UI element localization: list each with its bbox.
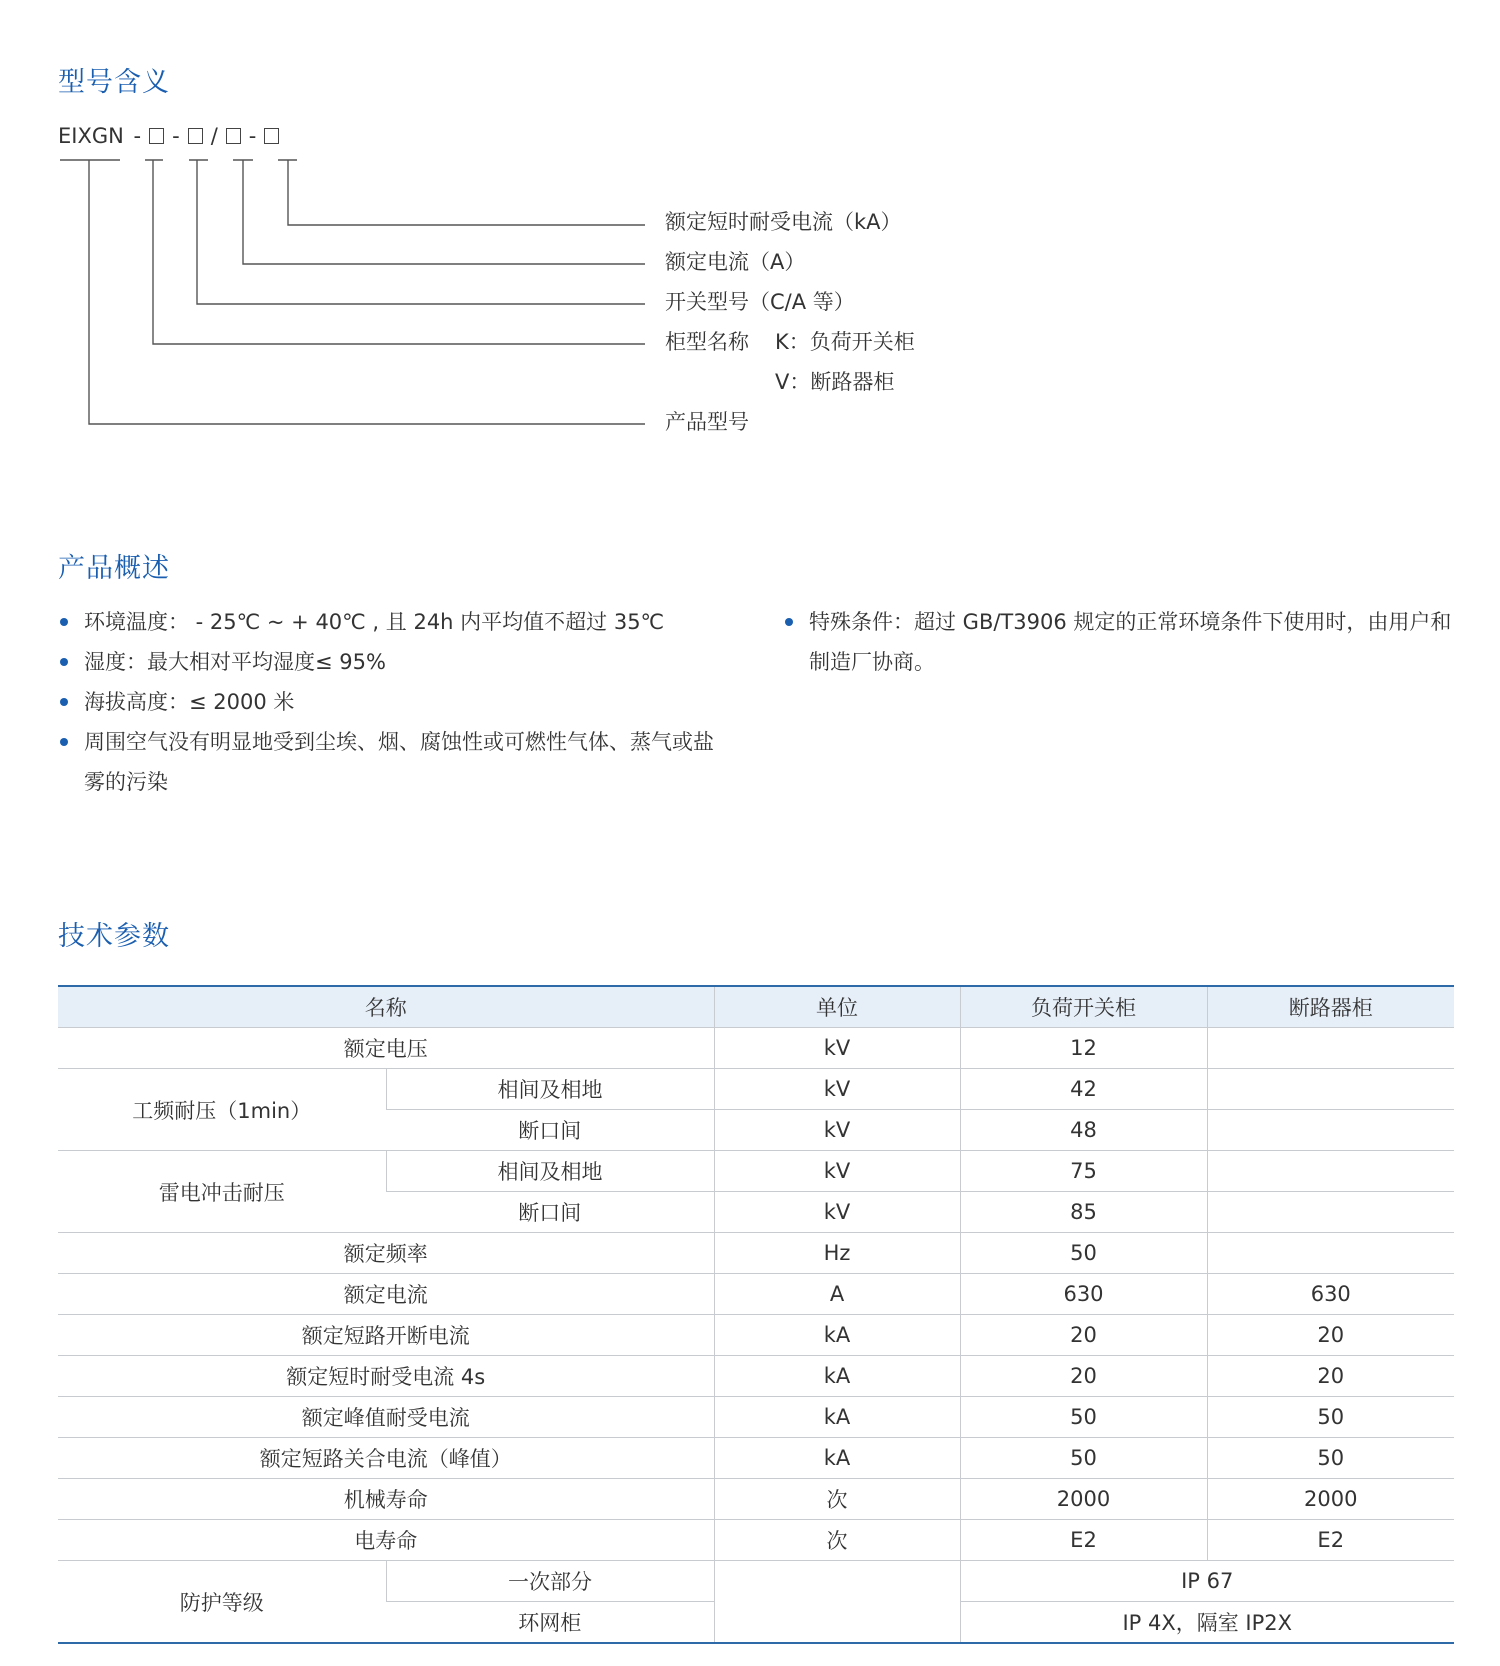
list-item	[58, 682, 728, 722]
model-code-separator: -	[248, 124, 257, 148]
leader-product-model	[89, 160, 645, 424]
table-cell: Hz	[714, 1233, 960, 1274]
table-row	[58, 1438, 1454, 1479]
bullet-icon	[785, 618, 793, 626]
table-cell: 额定电流	[58, 1274, 714, 1315]
header-unit: 单位	[714, 986, 960, 1028]
table-cell: kA	[714, 1438, 960, 1479]
label-short-time-current: 额定短时耐受电流（kA）	[665, 210, 902, 234]
list-item	[58, 642, 728, 682]
label-cabinet-type-text: 柜型名称	[665, 330, 749, 354]
list-item-text: 特殊条件：超过 GB/T3906 规定的正常环境条件下使用时，由用户和制造厂协商。	[809, 610, 1452, 674]
table-row	[58, 1356, 1454, 1397]
bullet-icon	[60, 698, 68, 706]
model-code-separator: /	[210, 124, 218, 148]
table-cell: kV	[714, 1110, 960, 1151]
table-cell: 50	[960, 1397, 1207, 1438]
list-item	[58, 722, 728, 802]
table-cell: 20	[960, 1315, 1207, 1356]
table-cell: 防护等级	[58, 1561, 386, 1644]
table-cell: 50	[1207, 1397, 1454, 1438]
table-row	[58, 1151, 1454, 1192]
table-cell	[1207, 1233, 1454, 1274]
table-cell: 50	[1207, 1438, 1454, 1479]
table-cell: 次	[714, 1479, 960, 1520]
model-code-separator: -	[172, 124, 180, 148]
label-switch-model: 开关型号（C/A 等）	[665, 290, 855, 314]
table-cell: 50	[960, 1438, 1207, 1479]
header-name: 名称	[58, 986, 714, 1028]
table-row	[58, 1069, 1454, 1110]
table-cell: E2	[1207, 1520, 1454, 1561]
table-row	[58, 1561, 1454, 1602]
table-cell: 630	[960, 1274, 1207, 1315]
label-cabinet-k: K：负荷开关柜	[775, 330, 915, 354]
table-cell: kA	[714, 1315, 960, 1356]
leader-rated-current	[243, 160, 645, 264]
list-item	[783, 602, 1455, 682]
section-title-model-meaning: 型号含义	[58, 67, 170, 98]
overview-list-left	[58, 602, 728, 802]
table-cell: 额定电压	[58, 1028, 714, 1069]
table-cell: A	[714, 1274, 960, 1315]
table-cell: kV	[714, 1151, 960, 1192]
table-cell: 相间及相地	[386, 1069, 714, 1110]
table-cell: 75	[960, 1151, 1207, 1192]
table-cell: 20	[1207, 1315, 1454, 1356]
table-cell: 42	[960, 1069, 1207, 1110]
list-item-text: 湿度：最大相对平均湿度≤ 95%	[84, 650, 386, 674]
header-breaker: 断路器柜	[1207, 986, 1454, 1028]
table-cell: 一次部分	[386, 1561, 714, 1602]
label-rated-current: 额定电流（A）	[665, 250, 806, 274]
table-cell: IP 67	[960, 1561, 1454, 1602]
table-cell-empty	[714, 1561, 960, 1644]
list-item-text: 环境温度： - 25℃ ~ + 40℃ , 且 24h 内平均值不超过 35℃	[84, 610, 665, 634]
table-cell: 85	[960, 1192, 1207, 1233]
table-cell: 环网柜	[386, 1602, 714, 1644]
table-cell	[1207, 1151, 1454, 1192]
table-cell: 电寿命	[58, 1520, 714, 1561]
overview-list-right	[783, 602, 1455, 682]
table-cell	[1207, 1110, 1454, 1151]
table-cell: kV	[714, 1069, 960, 1110]
table-cell: 2000	[960, 1479, 1207, 1520]
table-cell: 额定短路关合电流（峰值）	[58, 1438, 714, 1479]
table-cell	[1207, 1192, 1454, 1233]
leader-cabinet-type	[153, 160, 645, 344]
table-header-row	[58, 986, 1454, 1028]
table-row	[58, 1479, 1454, 1520]
table-cell: 12	[960, 1028, 1207, 1069]
tech-params-table	[58, 985, 1454, 1644]
table-cell: 48	[960, 1110, 1207, 1151]
leader-switch-model	[197, 160, 645, 304]
table-cell: 断口间	[386, 1110, 714, 1151]
table-cell: kA	[714, 1397, 960, 1438]
table-cell: 额定峰值耐受电流	[58, 1397, 714, 1438]
bullet-icon	[60, 658, 68, 666]
table-cell: 相间及相地	[386, 1151, 714, 1192]
table-cell: 630	[1207, 1274, 1454, 1315]
model-code-prefix: EIXGN	[58, 124, 124, 148]
table-cell	[1207, 1069, 1454, 1110]
model-code-separator: -	[133, 124, 142, 148]
table-cell: kV	[714, 1192, 960, 1233]
table-cell: IP 4X，隔室 IP2X	[960, 1602, 1454, 1644]
label-cabinet-type	[665, 329, 915, 355]
header-load-switch: 负荷开关柜	[960, 986, 1207, 1028]
table-row	[58, 1520, 1454, 1561]
label-cabinet-v: V：断路器柜	[775, 370, 895, 394]
table-cell: kV	[714, 1028, 960, 1069]
leader-short-time-current	[288, 160, 645, 225]
table-cell: 额定短路开断电流	[58, 1315, 714, 1356]
section-title-tech-params: 技术参数	[58, 921, 170, 952]
table-row	[58, 1233, 1454, 1274]
table-row	[58, 1315, 1454, 1356]
table-row	[58, 1397, 1454, 1438]
table-cell: 次	[714, 1520, 960, 1561]
bullet-icon	[60, 738, 68, 746]
table-cell: 2000	[1207, 1479, 1454, 1520]
table-cell: 额定短时耐受电流 4s	[58, 1356, 714, 1397]
table-cell: 机械寿命	[58, 1479, 714, 1520]
table-cell: E2	[960, 1520, 1207, 1561]
table-cell	[1207, 1028, 1454, 1069]
table-cell: kA	[714, 1356, 960, 1397]
list-item-text: 周围空气没有明显地受到尘埃、烟、腐蚀性或可燃性气体、蒸气或盐雾的污染	[84, 730, 714, 794]
section-title-overview: 产品概述	[58, 553, 170, 584]
list-item-text: 海拔高度：≤ 2000 米	[84, 690, 295, 714]
list-item	[58, 602, 728, 642]
label-product-model: 产品型号	[665, 410, 749, 434]
table-cell: 20	[960, 1356, 1207, 1397]
table-cell: 额定频率	[58, 1233, 714, 1274]
table-row	[58, 1028, 1454, 1069]
table-cell: 断口间	[386, 1192, 714, 1233]
table-cell: 工频耐压（1min）	[58, 1069, 386, 1151]
table-cell: 雷电冲击耐压	[58, 1151, 386, 1233]
bullet-icon	[60, 618, 68, 626]
table-row	[58, 1274, 1454, 1315]
table-cell: 50	[960, 1233, 1207, 1274]
table-cell: 20	[1207, 1356, 1454, 1397]
